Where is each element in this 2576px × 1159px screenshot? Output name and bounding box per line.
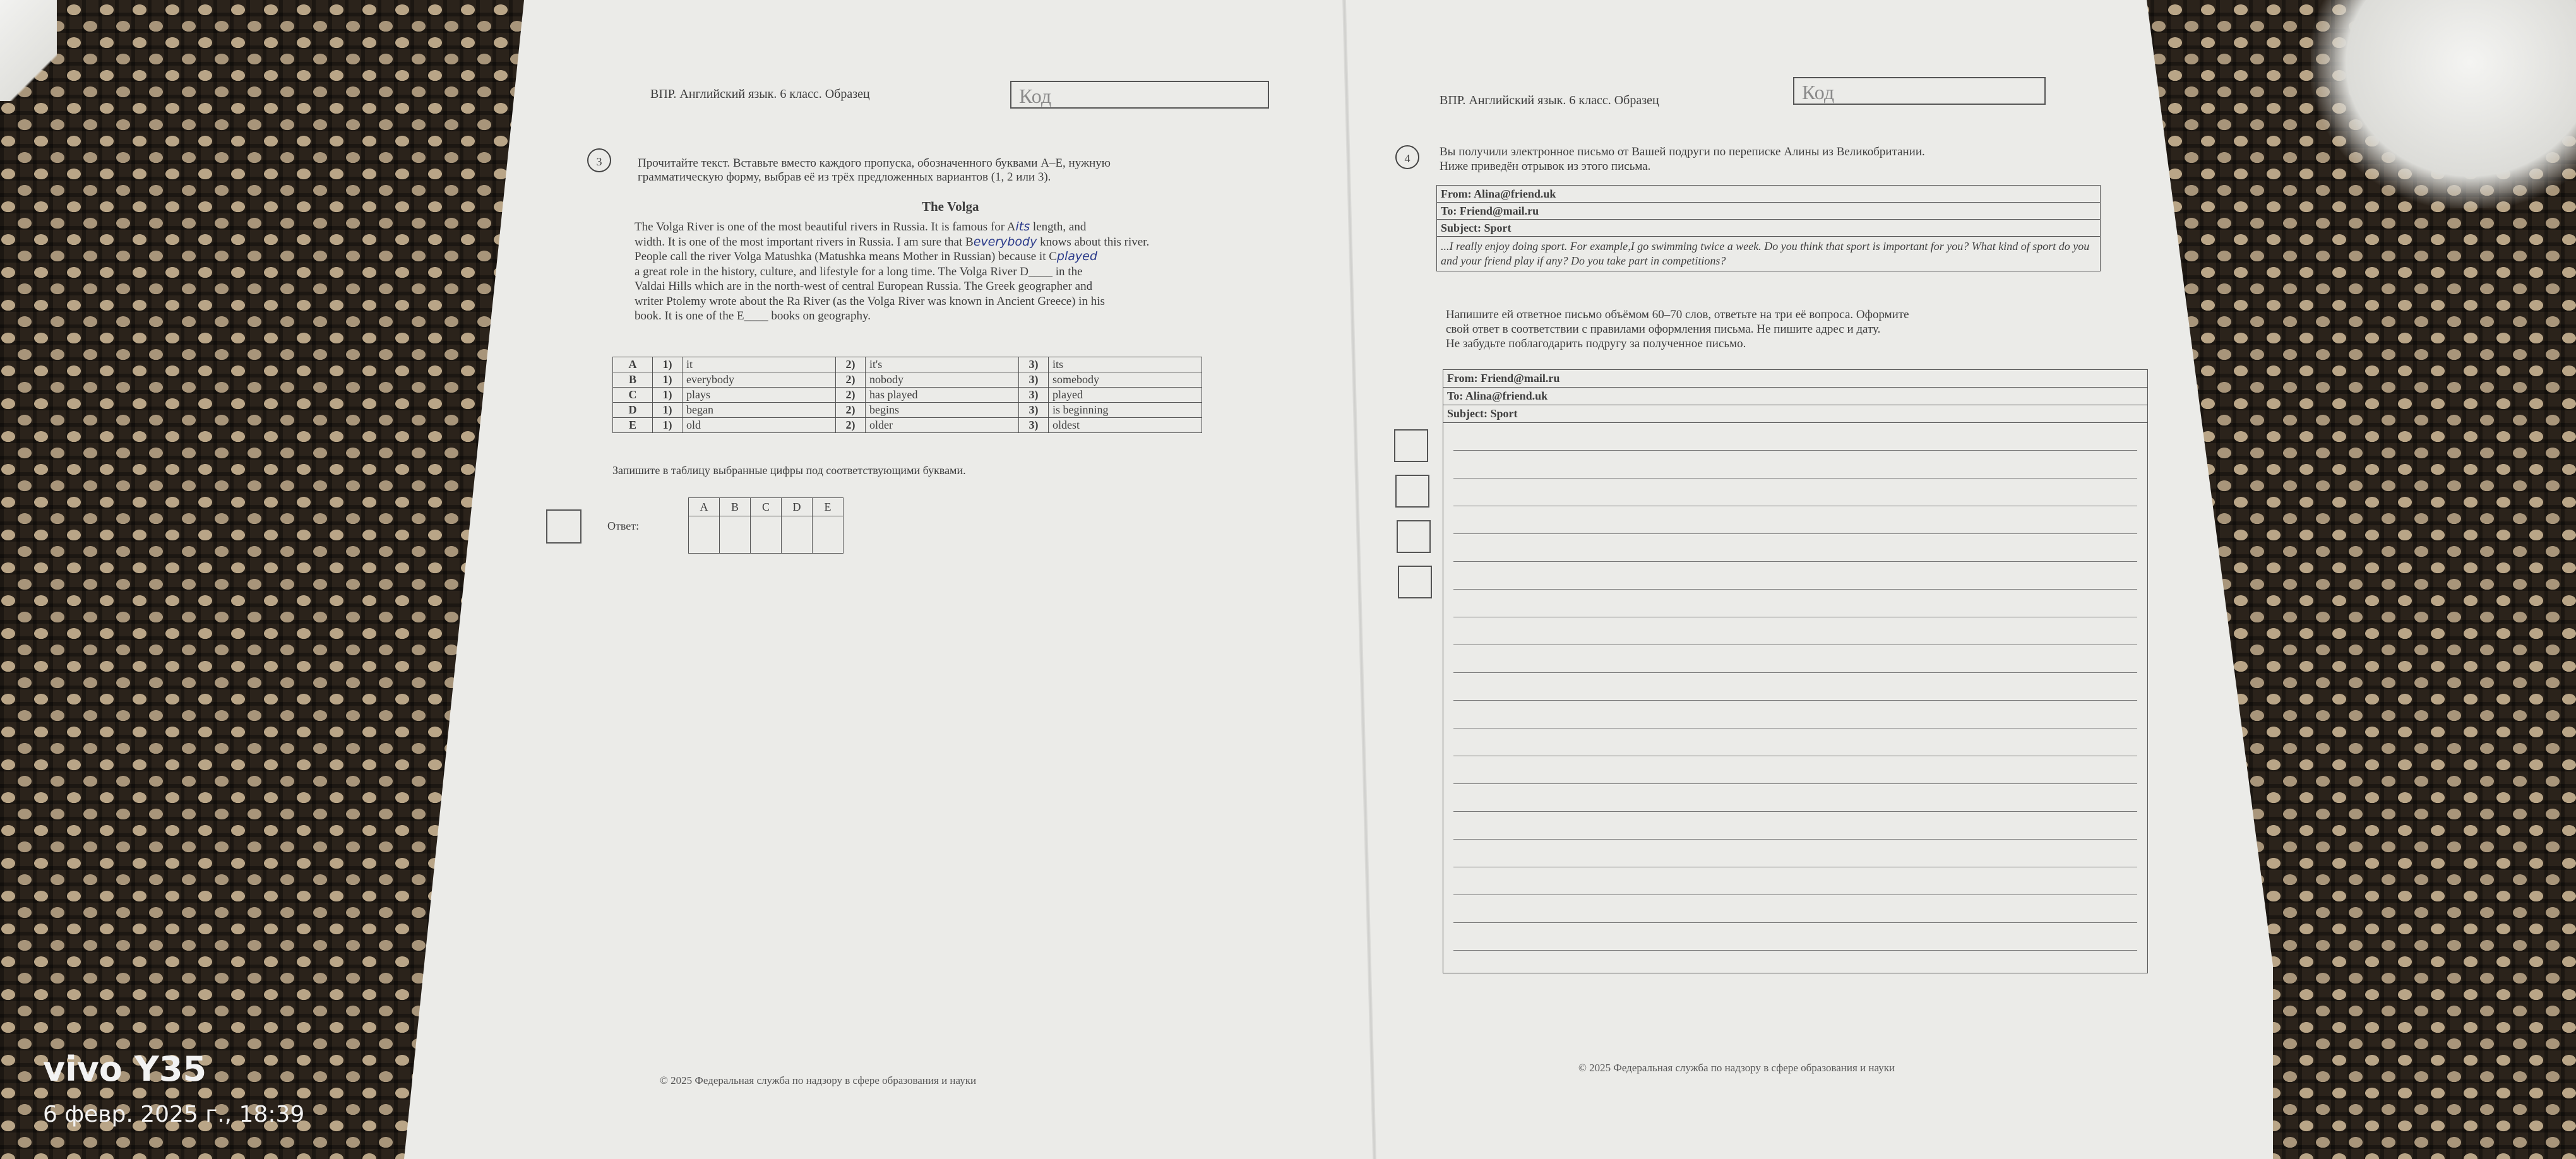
writing-line[interactable] (1453, 784, 2137, 812)
answer-cell-a[interactable] (689, 516, 720, 554)
incoming-email (1436, 185, 2101, 271)
email-from: From: Alina@friend.uk (1437, 186, 2100, 203)
reply-sheet (1443, 369, 2148, 973)
writing-line[interactable] (1453, 534, 2137, 562)
task-4-instruction-line-2: Ниже приведён отрывок из этого письма. (1440, 160, 1651, 173)
writing-line[interactable] (1453, 478, 2137, 506)
option-2: begins (866, 403, 1019, 418)
answer-header: D (782, 498, 813, 516)
left-page (543, 69, 1301, 1086)
writing-line[interactable] (1453, 451, 2137, 478)
answer-cell-b[interactable] (720, 516, 751, 554)
writing-line[interactable] (1453, 895, 2137, 923)
writing-task-line-1: Напишите ей ответное письмо объёмом 60–70 слов, ответьте на три её вопроса. Оформите (1446, 308, 1909, 321)
handwritten-answer-c: played (1056, 249, 1097, 263)
text-line-2: width. It is one of the most important rivers in Russia. I am sure that B (635, 235, 974, 249)
writing-line[interactable] (1453, 506, 2137, 534)
option-2: it's (866, 357, 1019, 372)
option-number-3: 3) (1019, 372, 1049, 388)
answer-cell-e[interactable] (813, 516, 844, 554)
answer-cell-d[interactable] (782, 516, 813, 554)
text-passage (635, 220, 1184, 324)
writing-line[interactable] (1453, 728, 2137, 756)
task-3-number: 3 (587, 148, 611, 172)
writing-line[interactable] (1453, 867, 2137, 895)
writing-line[interactable] (1453, 840, 2137, 867)
answer-cell-c[interactable] (751, 516, 782, 554)
writing-line[interactable] (1453, 756, 2137, 784)
option-number-3: 3) (1019, 403, 1049, 418)
option-number-1: 1) (653, 388, 683, 403)
score-box-4 (1398, 566, 1432, 598)
writing-line[interactable] (1453, 645, 2137, 673)
left-header-text: ВПР. Английский язык. 6 класс. Образец (650, 87, 870, 101)
option-3: is beginning (1049, 403, 1202, 418)
handwritten-answer-a: its (1015, 220, 1030, 234)
option-2: older (866, 418, 1019, 433)
option-number-3: 3) (1019, 388, 1049, 403)
email-body: ...I really enjoy doing sport. For example,I go swimming twice a week. Do you think that sport is important for you? What kind of sport do you and your friend play if any? Do you take part in competitions? (1441, 240, 2090, 267)
options-row (613, 388, 1202, 403)
options-table (612, 357, 1202, 433)
corner-object (0, 0, 57, 101)
answer-header: B (720, 498, 751, 516)
reply-writing-area[interactable] (1443, 423, 2147, 951)
text-line-1: The Volga River is one of the most beautiful rivers in Russia. It is famous for A (635, 220, 1016, 234)
option-number-1: 1) (653, 418, 683, 433)
options-row (613, 418, 1202, 433)
reply-to: To: Alina@friend.uk (1443, 388, 2147, 405)
option-number-2: 2) (836, 403, 866, 418)
email-subject: Subject: Sport (1437, 220, 2100, 237)
writing-line[interactable] (1453, 812, 2137, 840)
score-box-2 (1395, 475, 1429, 508)
text-title: The Volga (922, 199, 979, 214)
handwritten-answer-b: everybody (973, 234, 1037, 249)
camera-model-watermark: vivo Y35 (43, 1049, 207, 1089)
answer-header: A (689, 498, 720, 516)
text-line-1-tail: length, and (1030, 220, 1087, 234)
plush-toy (2311, 0, 2576, 208)
option-number-2: 2) (836, 388, 866, 403)
right-page (1395, 69, 2191, 1074)
options-row (613, 403, 1202, 418)
writing-line[interactable] (1453, 562, 2137, 590)
option-number-1: 1) (653, 372, 683, 388)
option-1: began (683, 403, 836, 418)
writing-line[interactable] (1453, 923, 2137, 951)
option-number-2: 2) (836, 418, 866, 433)
option-letter: D (613, 403, 653, 418)
option-number-2: 2) (836, 372, 866, 388)
option-3: played (1049, 388, 1202, 403)
text-line-4: a great role in the history, culture, and lifestyle for a long time. The Volga River D____ in the (635, 264, 1083, 278)
writing-line[interactable] (1453, 617, 2137, 645)
option-3: somebody (1049, 372, 1202, 388)
option-1: old (683, 418, 836, 433)
option-1: everybody (683, 372, 836, 388)
left-footer: © 2025 Федеральная служба по надзору в сфере образования и науки (660, 1074, 977, 1086)
text-line-3: People call the river Volga Matushka (Matushka means Mother in Russian) because it C (635, 250, 1057, 263)
score-box (546, 509, 581, 544)
options-row (613, 372, 1202, 388)
option-number-3: 3) (1019, 357, 1049, 372)
reply-from: From: Friend@mail.ru (1443, 370, 2147, 388)
task-3-instruction-line-1: Прочитайте текст. Вставьте вместо каждого пропуска, обозначенного буквами A–E, нужную (638, 157, 1111, 170)
option-1: it (683, 357, 836, 372)
writing-line[interactable] (1453, 590, 2137, 617)
task-4-instruction-line-1: Вы получили электронное письмо от Вашей подруги по переписке Алины из Великобритании. (1440, 145, 1925, 158)
left-code-box: Код (1010, 81, 1269, 109)
writing-line[interactable] (1453, 423, 2137, 451)
option-letter: C (613, 388, 653, 403)
option-3: its (1049, 357, 1202, 372)
option-2: has played (866, 388, 1019, 403)
option-number-2: 2) (836, 357, 866, 372)
task-3-instruction-line-2: грамматическую форму, выбрав её из трёх предложенных вариантов (1, 2 или 3). (638, 170, 1051, 184)
writing-line[interactable] (1453, 701, 2137, 728)
option-number-1: 1) (653, 403, 683, 418)
right-header-text: ВПР. Английский язык. 6 класс. Образец (1440, 93, 1659, 107)
option-number-1: 1) (653, 357, 683, 372)
reply-subject[interactable]: Subject: Sport (1443, 405, 2147, 423)
text-line-6: writer Ptolemy wrote about the Ra River (as the Volga River was known in Ancient Greece) in his (635, 294, 1105, 308)
option-number-3: 3) (1019, 418, 1049, 433)
answer-header: C (751, 498, 782, 516)
option-2: nobody (866, 372, 1019, 388)
text-line-2-tail: knows about this river. (1037, 235, 1150, 249)
options-row (613, 357, 1202, 372)
task-4-number: 4 (1395, 145, 1419, 169)
writing-task-line-3: Не забудьте поблагодарить подругу за полученное письмо. (1446, 337, 1746, 350)
option-letter: E (613, 418, 653, 433)
answer-instruction: Запишите в таблицу выбранные цифры под соответствующими буквами. (612, 464, 966, 477)
text-line-7: book. It is one of the E____ books on geography. (635, 309, 871, 323)
option-letter: B (613, 372, 653, 388)
right-footer: © 2025 Федеральная служба по надзору в сфере образования и науки (1578, 1062, 1895, 1074)
writing-line[interactable] (1453, 673, 2137, 701)
option-1: plays (683, 388, 836, 403)
score-box-3 (1397, 520, 1431, 553)
answer-header: E (813, 498, 844, 516)
right-header (1395, 69, 2191, 120)
right-code-box: Код (1793, 77, 2046, 105)
timestamp-watermark: 6 февр. 2025 г., 18:39 (43, 1102, 305, 1127)
option-letter: A (613, 357, 653, 372)
writing-task-line-2: свой ответ в соответствии с правилами оформления письма. Не пишите адрес и дату. (1446, 323, 1881, 336)
answer-table (688, 497, 844, 554)
text-line-5: Valdai Hills which are in the north-west of central European Russia. The Greek geographer and (635, 280, 1093, 293)
option-3: oldest (1049, 418, 1202, 433)
email-to: To: Friend@mail.ru (1437, 203, 2100, 220)
left-header (543, 69, 1301, 120)
answer-label: Ответ: (607, 520, 640, 532)
score-box-1 (1394, 429, 1428, 462)
